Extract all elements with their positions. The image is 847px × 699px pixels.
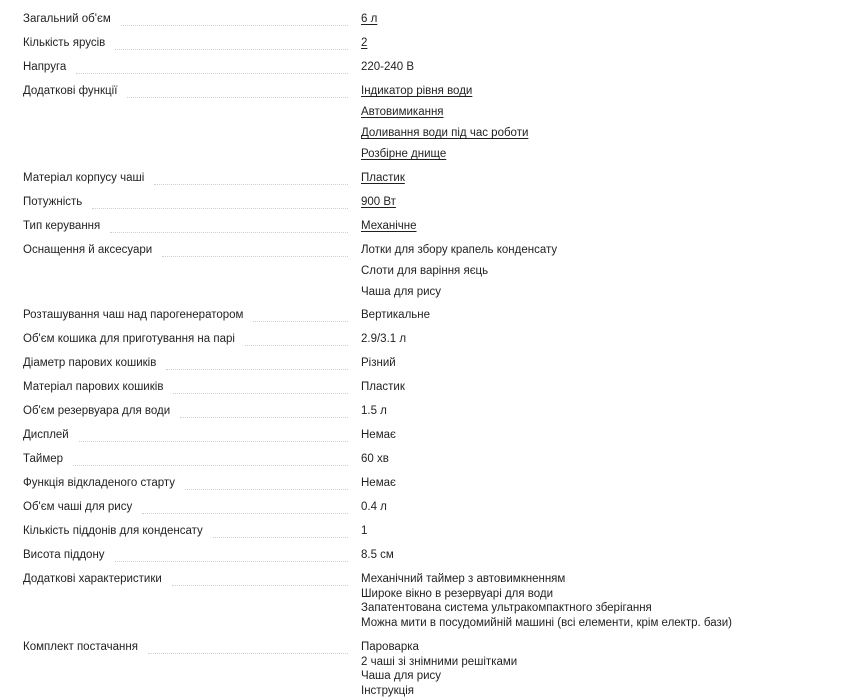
spec-label: [23, 404, 348, 418]
dotted-leader: [121, 16, 348, 26]
spec-label-text: Матеріал корпусу чаші: [23, 172, 145, 184]
spec-label: [23, 12, 348, 26]
dotted-leader: [110, 223, 348, 233]
dotted-leader: [148, 644, 348, 654]
dotted-leader: [142, 504, 348, 514]
spec-value: 0.4 л: [361, 501, 387, 513]
spec-label-text: Таймер: [23, 453, 64, 465]
spec-value: Запатентована система ультракомпактного зберігання: [361, 602, 652, 615]
dotted-leader: [154, 175, 348, 185]
dotted-leader: [79, 432, 348, 442]
spec-label-text: Об'єм кошика для приготування на парі: [23, 333, 235, 345]
spec-label-text: Додаткові функції: [23, 85, 118, 97]
spec-label: [23, 243, 348, 257]
spec-label-text: Напруга: [23, 61, 67, 73]
spec-value: Пластик: [361, 381, 405, 393]
spec-label: [23, 572, 348, 586]
spec-label-text: Кількість ярусів: [23, 37, 106, 49]
dotted-leader: [166, 360, 348, 370]
spec-label-text: Діаметр парових кошиків: [23, 357, 157, 369]
spec-value: Механічний таймер з автовимкненням: [361, 573, 566, 585]
dotted-leader: [162, 247, 348, 257]
spec-value: 2 чаші зі знімними решітками: [361, 655, 518, 668]
spec-label: [23, 84, 348, 98]
spec-label: [23, 36, 348, 50]
spec-value: Пароварка: [361, 641, 419, 653]
spec-value: Можна мити в посудомийній машині (всі елементи, крім електр. бази): [361, 616, 733, 629]
spec-label-text: Загальний об'єм: [23, 13, 111, 25]
dotted-leader: [92, 199, 348, 209]
spec-label: [23, 356, 348, 370]
spec-label: [23, 524, 348, 538]
spec-label-text: Функція відкладеного старту: [23, 477, 176, 489]
spec-label: [23, 332, 348, 346]
spec-label-text: Додаткові характеристики: [23, 573, 162, 585]
spec-label: [23, 219, 348, 233]
spec-value-link[interactable]: Індикатор рівня води: [361, 85, 473, 97]
spec-value: Чаша для рису: [361, 286, 442, 298]
dotted-leader: [115, 40, 348, 50]
spec-value-link[interactable]: 900 Вт: [361, 196, 396, 208]
spec-label-text: Об'єм резервуара для води: [23, 405, 171, 417]
spec-value-link[interactable]: Механічне: [361, 220, 417, 232]
spec-value-link[interactable]: Автовимикання: [361, 106, 444, 118]
dotted-leader: [172, 576, 348, 586]
spec-label: [23, 380, 348, 394]
spec-value: 2.9/3.1 л: [361, 333, 407, 345]
spec-value: 1.5 л: [361, 405, 387, 417]
spec-value: Чаша для рису: [361, 670, 442, 683]
dotted-leader: [73, 456, 348, 466]
spec-value-link[interactable]: Розбірне днище: [361, 148, 447, 160]
dotted-leader: [185, 480, 348, 490]
dotted-leader: [127, 88, 348, 98]
spec-label: [23, 500, 348, 514]
spec-label-text: Потужність: [23, 196, 83, 208]
spec-label-text: Оснащення й аксесуари: [23, 244, 153, 256]
spec-value: Немає: [361, 477, 396, 489]
spec-label: [23, 195, 348, 209]
spec-value-link[interactable]: Пластик: [361, 172, 405, 184]
dotted-leader: [245, 336, 348, 346]
spec-value-link[interactable]: 2: [361, 37, 368, 49]
spec-value-link[interactable]: 6 л: [361, 13, 378, 25]
spec-label-text: Висота піддону: [23, 549, 105, 561]
spec-label-text: Дисплей: [23, 429, 69, 441]
spec-label: [23, 60, 348, 74]
spec-label-text: Кількість піддонів для конденсату: [23, 525, 203, 537]
spec-value: Інструкція: [361, 684, 414, 697]
spec-label-text: Тип керування: [23, 220, 101, 232]
spec-label: [23, 308, 348, 322]
spec-label: [23, 640, 348, 654]
dotted-leader: [253, 312, 348, 322]
spec-value: 60 хв: [361, 453, 389, 465]
spec-value: 220-240 В: [361, 61, 415, 73]
spec-value: Різний: [361, 357, 396, 369]
spec-label-text: Розташування чаш над парогенератором: [23, 309, 244, 321]
spec-value: 8.5 см: [361, 549, 394, 561]
spec-value: Слоти для варіння яєць: [361, 265, 489, 277]
spec-label: [23, 428, 348, 442]
spec-label: [23, 476, 348, 490]
spec-label: [23, 171, 348, 185]
spec-value: Лотки для збору крапель конденсату: [361, 244, 558, 256]
spec-value: 1: [361, 525, 368, 537]
spec-label: [23, 548, 348, 562]
spec-value: Вертикальне: [361, 309, 431, 321]
dotted-leader: [213, 528, 348, 538]
spec-label-text: Об'єм чаші для рису: [23, 501, 133, 513]
spec-label-text: Матеріал парових кошиків: [23, 381, 164, 393]
spec-label: [23, 452, 348, 466]
spec-value: Широке вікно в резервуарі для води: [361, 587, 554, 600]
spec-value-link[interactable]: Доливання води під час роботи: [361, 127, 529, 139]
dotted-leader: [76, 64, 348, 74]
dotted-leader: [180, 408, 348, 418]
spec-label-text: Комплект постачання: [23, 641, 138, 653]
dotted-leader: [115, 552, 348, 562]
dotted-leader: [173, 384, 348, 394]
spec-value: Немає: [361, 429, 396, 441]
